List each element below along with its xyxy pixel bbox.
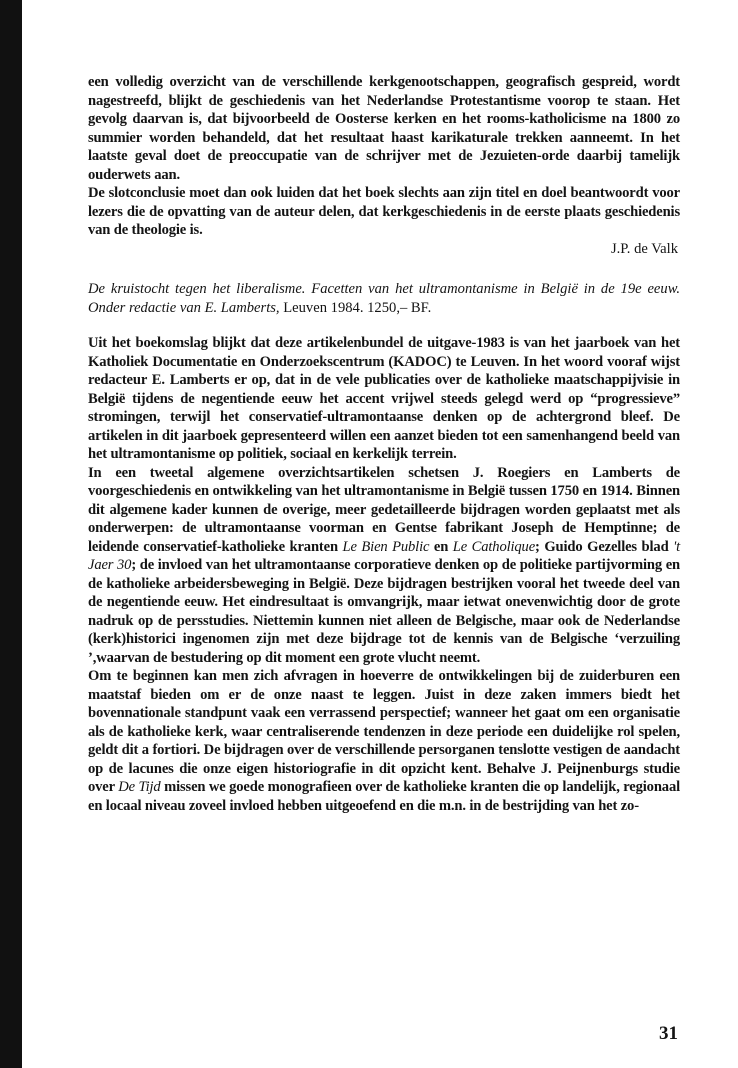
citation-publisher: Leuven 1984. 1250,– BF. bbox=[279, 299, 432, 316]
citation-title: De kruistocht tegen het liberalisme. Facetten van het ultramontanisme in België in de 19e eeuw. Onder redactie van E. Lamberts, bbox=[88, 281, 680, 316]
paragraph-body-1: Uit het boekomslag blijkt dat deze artikelenbundel de uitgave-1983 is van het jaarboek van het Katholiek Documentatie en Onderzoekscentrum (KADOC) te Leuven. In het woord vooraf wijst redacteur E. Lamberts er op, dat in de vele publicaties over de katholieke maatschappijvisie in België tijdens de negentiende eeuw het accent vrijwel steeds gelegd werd op “progressieve” stromingen, terwijl het conservatief-ultramontaanse denken op de achtergrond bleef. De artikelen in dit jaarboek gepresenteerd willen een aanzet bieden tot een samenhangend beeld van het ultramontanisme op politiek, sociaal en kerkelijk terrein. bbox=[88, 335, 680, 462]
page-number: 31 bbox=[659, 1023, 678, 1044]
section-gap bbox=[88, 317, 680, 334]
text-run: en bbox=[429, 538, 453, 555]
newspaper-title: Le Bien Public bbox=[342, 538, 430, 555]
document-page bbox=[88, 73, 680, 815]
text-run: ; Guido Gezelles blad bbox=[535, 538, 674, 555]
paragraph-body-2 bbox=[88, 464, 680, 668]
text-run: missen we goede monografieen over de katholieke kranten die op landelijk, regionaal en locaal niveau zoveel invloed hebben uitgeoefend en die m.n. in de bestrijding van het zo- bbox=[88, 779, 680, 814]
newspaper-title: Le Catholique bbox=[452, 538, 536, 555]
paragraph-body-3 bbox=[88, 667, 680, 815]
newspaper-title: De Tijd bbox=[118, 779, 161, 795]
reviewer-signature: J.P. de Valk bbox=[610, 240, 678, 257]
text-run: Om te beginnen kan men zich afvragen in hoeverre de ontwikkelingen bij de zuiderburen een maatstaf bieden om er de onze naast te leggen. Juist in deze zaken immers biedt het bovennationale standpunt vaak een verrassend perspectief; wanneer het gaat om een organisatie als de katholieke kerk, waar centraliserende tendenzen in deze periode een duidelijke rol spelen, geldt dit a fortiori. De bijdragen over de verschillende persorganen tenslotte vestigen de aandacht op de lacunes die onze eigen historiografie in dit opzicht kent. Behalve J. Peijnenburgs studie over bbox=[88, 668, 680, 795]
page-binding-edge bbox=[0, 0, 22, 1068]
periodical-title: 't Jaer 30 bbox=[88, 538, 681, 573]
text-run: In een tweetal algemene overzichtsartikelen schetsen J. Roegiers en Lamberts de voorgeschiedenis en ontwikkeling van het ultramontanisme in België tussen 1750 en 1914. Binnen dit algemene kader kunnen de overige, meer gedetailleerde bijdragen worden geplaatst met als onderwerpen: de ultramontaanse voorman en Gentse fabrikant Joseph de Hemptinne; de leidende conservatief-katholieke kranten bbox=[88, 464, 680, 555]
book-citation bbox=[88, 280, 680, 317]
text-run: ; de invloed van het ultramontaanse corporatieve denken op de politieke partijvorming en de katholieke arbeidersbeweging in België. Deze bijdragen bestrijken vooral het tweede deel van de negentiende eeuw. Het eindresultaat is omvangrijk, maar ietwat onevenwichtig door de grote nadruk op de persstudies. Niettemin kunnen niet alleen de Belgische, maar ook de Nederlandse (kerk)historici ingenomen zijn met deze bijdrage tot de kennis van de Belgische ‘verzuiling ’,waarvan de bestudering op dit moment een grote vlucht neemt. bbox=[88, 557, 680, 666]
paragraph-review-continuation: een volledig overzicht van de verschillende kerkgenootschappen, geografisch gespreid, wordt nagestreefd, blijkt de geschiedenis van het Nederlandse Protestantisme voorop te staan. Het gevolg daarvan is, dat bijvoorbeeld de Oosterse kerken en het rooms-katholicisme na 1800 zo summier worden behandeld, dat het resultaat haast karikaturale trekken aanneemt. In het laatste geval doet de preoccupatie van de schrijver met de Jezuieten-orde daarbij tamelijk ouderwets aan. bbox=[88, 74, 680, 183]
paragraph-conclusion: De slotconclusie moet dan ook luiden dat het boek slechts aan zijn titel en doel beantwoordt voor lezers die de opvatting van de auteur delen, dat kerkgeschiedenis in de eerste plaats geschiedenis van de theologie is. bbox=[88, 185, 680, 238]
